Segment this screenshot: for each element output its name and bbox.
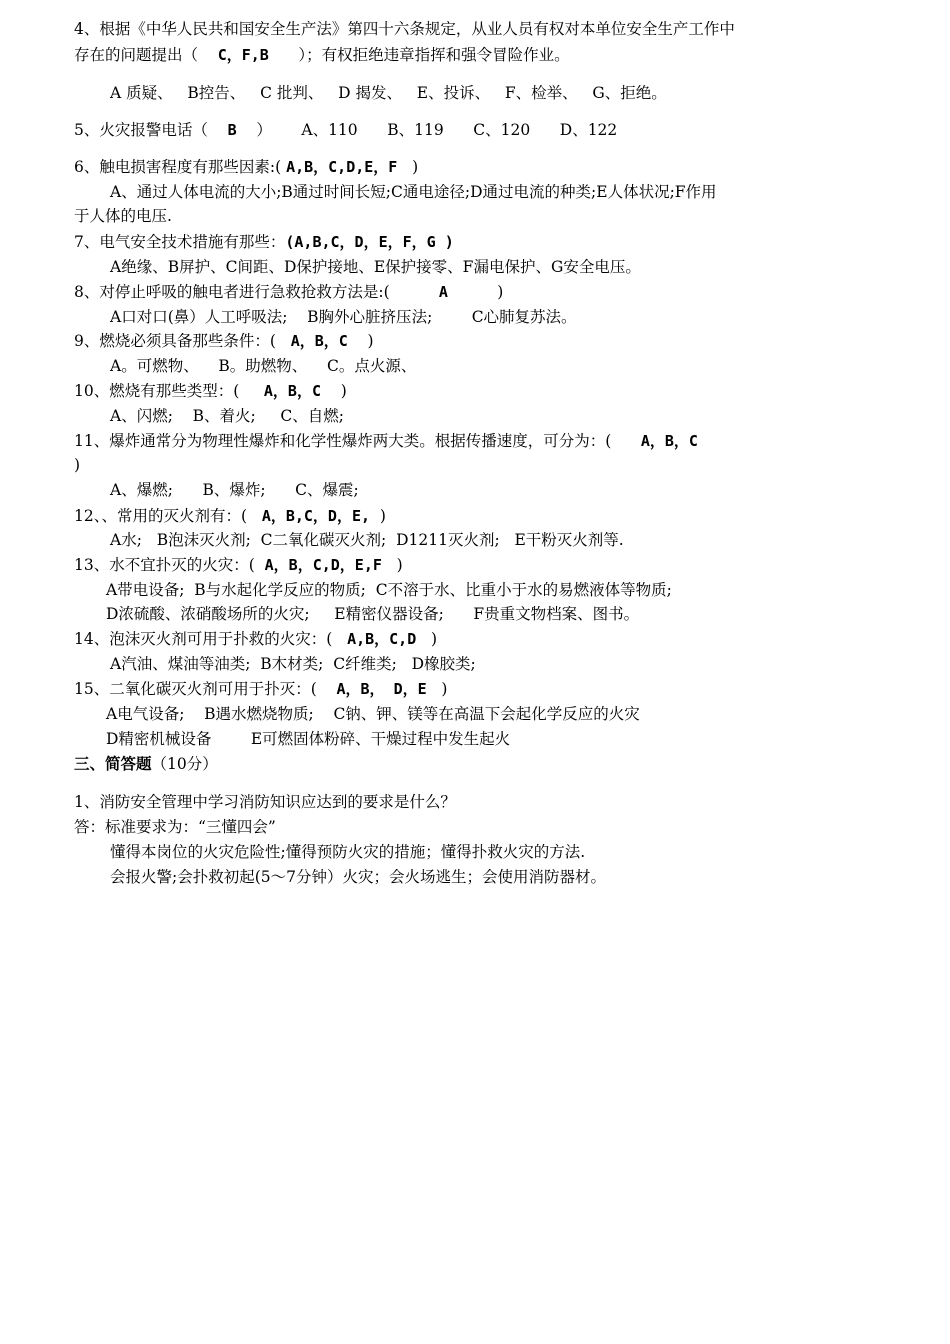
sa1-answer-label: 答：标准要求为：“三懂四会” [74, 818, 276, 836]
q13-line [74, 554, 403, 576]
q6-line [74, 156, 418, 178]
q7-options: A绝缘、B屏护、C间距、D保护接地、E保护接零、F漏电保护、G安全电压。 [110, 258, 641, 276]
q10-options: A、闪燃; B、着火; C、自燃; [110, 407, 344, 425]
section-score: （10分） [151, 755, 218, 773]
section-title: 三、简答题 [74, 755, 152, 773]
q13-options-2: D浓硫酸、浓硝酸场所的火灾; E精密仪器设备; F贵重文物档案、图书。 [106, 605, 640, 623]
q4-stem-tail: ）；有权拒绝违章指挥和强令冒险作业。 [268, 46, 570, 64]
sa1-question: 1、消防安全管理中学习消防知识应达到的要求是什么？ [74, 793, 456, 811]
q5-stem: 5、火灾报警电话（ [74, 121, 228, 139]
q4-line1: 4、根据《中华人民共和国安全生产法》第四十六条规定，从业人员有权对本单位安全生产工作中 [74, 20, 735, 38]
q15-line [74, 678, 447, 700]
q8-options: A口对口(鼻）人工呼吸法; B胸外心脏挤压法; C心肺复苏法。 [110, 308, 577, 326]
q4-stem: 存在的问题提出（ [74, 46, 218, 64]
q5-answer: B [227, 121, 237, 139]
q13-answer: A，B，C,D，E,F [264, 556, 382, 574]
q6-options-1: A、通过人体电流的大小;B通过时间长短;C通电途径;D通过电流的种类;E人体状况;F作用 [110, 183, 717, 201]
q15-options-2: D精密机械设备 E可燃固体粉碎、干燥过程中发生起火 [106, 730, 511, 748]
q12-stem-tail: ) [370, 507, 386, 525]
q6-stem: 6、触电损害程度有那些因素:( [74, 158, 287, 176]
q8-answer: A [438, 283, 448, 301]
q11-stem: 11、爆炸通常分为物理性爆炸和化学性爆炸两大类。根据传播速度，可分为：( [74, 432, 641, 450]
q10-line [74, 380, 347, 402]
q5-line [74, 119, 617, 141]
q4-options: A 质疑、 B控告、 C 批判、 D 揭发、 E、投诉、 F、检举、 G、拒绝。 [110, 84, 667, 102]
q12-options: A水; B泡沫灭火剂; C二氧化碳灭火剂; D1211灭火剂; E干粉灭火剂等. [110, 531, 624, 549]
q10-stem: 10、燃烧有那些类型：( [74, 382, 264, 400]
q15-stem-tail: ) [426, 680, 448, 698]
q9-stem-tail: ) [347, 332, 374, 350]
q11-options: A、爆燃; B、爆炸; C、爆震; [110, 481, 359, 499]
q12-answer: A，B,C，D，E, [261, 507, 371, 525]
q15-options-1: A电气设备; B遇水燃烧物质; C钠、钾、镁等在高温下会起化学反应的火灾 [106, 705, 640, 723]
q7-stem: 7、电气安全技术措施有那些： [74, 233, 286, 251]
q13-stem: 13、水不宜扑灭的火灾：( [74, 556, 265, 574]
q14-stem-tail: ) [416, 630, 438, 648]
section-heading [74, 753, 218, 775]
q8-stem-tail: ) [447, 283, 504, 301]
q14-stem: 14、泡沫灭火剂可用于扑救的火灾：( [74, 630, 348, 648]
q4-answer: C，F,B [217, 46, 269, 64]
q9-line [74, 330, 374, 352]
sa1-answer-line1: 懂得本岗位的火灾危险性;懂得预防火灾的措施；懂得扑救火灾的方法. [110, 843, 586, 861]
q4-line2 [74, 44, 570, 66]
q11-line [74, 430, 698, 452]
q12-stem: 12、、常用的灭火剂有：( [74, 507, 262, 525]
q7-line [74, 231, 454, 253]
q15-answer: A，B， D，E [336, 680, 427, 698]
q13-stem-tail: ) [381, 556, 403, 574]
q6-answer: A,B，C,D,E，F [286, 158, 398, 176]
q10-stem-tail: ) [321, 382, 347, 400]
q14-options: A汽油、煤油等油类; B木材类; C纤维类; D橡胶类; [110, 655, 476, 673]
q8-line [74, 281, 503, 303]
sa1-answer-line2: 会报火警;会扑救初起(5～7分钟）火灾；会火场逃生；会使用消防器材。 [110, 868, 606, 886]
q7-answer: (A,B,C，D，E，F，G ) [285, 233, 454, 251]
q11-line2: ) [74, 456, 81, 474]
q9-stem: 9、燃烧必须具备那些条件：( [74, 332, 291, 350]
q14-line [74, 628, 437, 650]
q15-stem: 15、二氧化碳灭火剂可用于扑灭：( [74, 680, 337, 698]
q9-options: A。可燃物、 B。助燃物、 C。点火源、 [110, 357, 417, 375]
q6-options-2: 于人体的电压. [74, 207, 172, 225]
q10-answer: A，B，C [263, 382, 321, 400]
q9-answer: A，B，C [290, 332, 348, 350]
q11-answer: A，B，C [640, 432, 698, 450]
q13-options-1: A带电设备; B与水起化学反应的物质; C不溶于水、比重小于水的易燃液体等物质; [106, 581, 672, 599]
q12-line [74, 505, 386, 527]
q14-answer: A,B，C,D [347, 630, 417, 648]
q5-options: ） A、110 B、119 C、120 D、122 [236, 121, 618, 139]
q6-stem-tail: ) [397, 158, 419, 176]
q8-stem: 8、对停止呼吸的触电者进行急救抢救方法是:( [74, 283, 439, 301]
